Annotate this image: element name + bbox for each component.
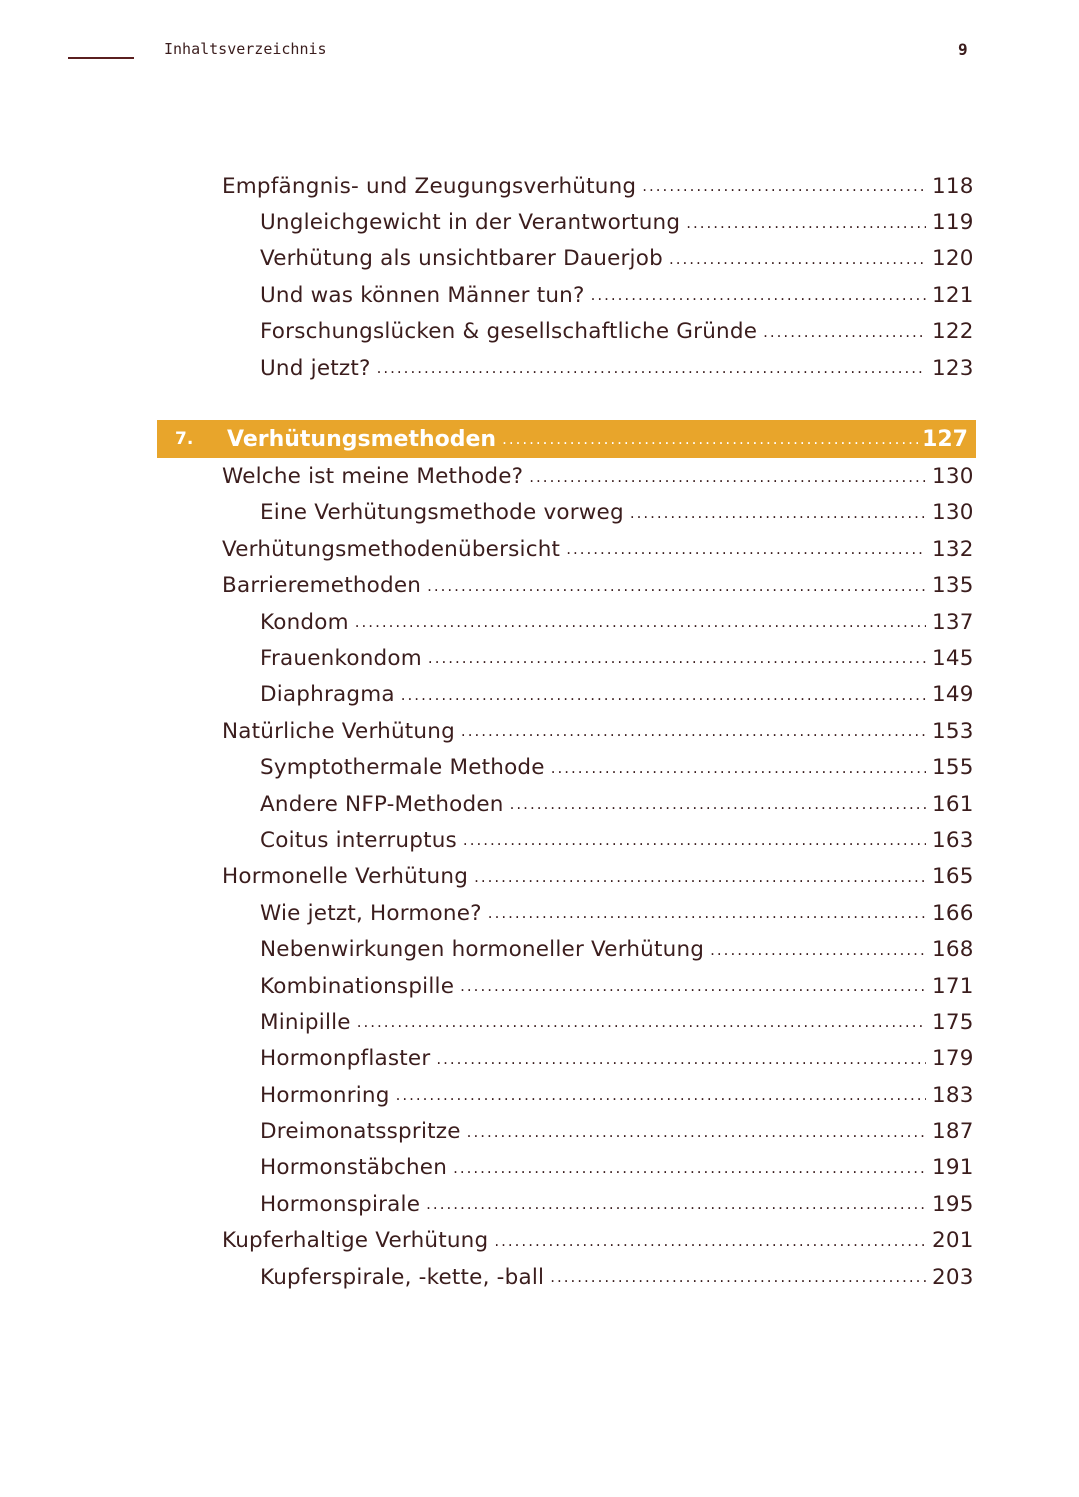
toc-entry[interactable] bbox=[0, 568, 974, 604]
leader-dots bbox=[642, 177, 926, 195]
toc-entry[interactable] bbox=[0, 677, 974, 713]
toc-entry[interactable] bbox=[0, 241, 974, 277]
toc-entry[interactable] bbox=[0, 931, 974, 967]
toc-entry-label: Dreimonatsspritze bbox=[260, 1119, 461, 1145]
leader-dots bbox=[566, 540, 926, 558]
toc-entry-page: 120 bbox=[932, 246, 974, 272]
leader-dots bbox=[453, 1159, 926, 1177]
toc-entry[interactable] bbox=[0, 822, 974, 858]
toc-entry-label: Minipille bbox=[260, 1009, 351, 1035]
leader-dots bbox=[436, 1050, 926, 1068]
toc-entry-page: 132 bbox=[932, 536, 974, 562]
toc-entry-label: Hormonelle Verhütung bbox=[222, 864, 469, 890]
leader-dots bbox=[686, 214, 926, 232]
leader-dots bbox=[460, 977, 926, 995]
toc-entry[interactable] bbox=[0, 1077, 974, 1113]
toc-entry-label: Welche ist meine Methode? bbox=[222, 464, 524, 490]
leader-dots bbox=[474, 868, 926, 886]
toc-entry[interactable] bbox=[0, 1113, 974, 1149]
toc-entry-page: 191 bbox=[932, 1155, 974, 1181]
toc-entry-label: Ungleichgewicht in der Verantwortung bbox=[260, 210, 681, 236]
toc-entry-page: 163 bbox=[932, 827, 974, 853]
running-header-title: Inhaltsverzeichnis bbox=[164, 40, 327, 58]
toc-entry-label: Hormonring bbox=[260, 1082, 390, 1108]
toc-section-before bbox=[0, 168, 1079, 386]
toc-entry-label: Forschungslücken & gesellschaftliche Gründe bbox=[260, 319, 758, 345]
toc-entry-label: Nebenwirkungen hormoneller Verhütung bbox=[260, 937, 705, 963]
toc-entry-label: Diaphragma bbox=[260, 682, 395, 708]
page-number: 9 bbox=[958, 40, 968, 59]
leader-dots bbox=[502, 430, 918, 448]
toc-entry[interactable] bbox=[0, 859, 974, 895]
toc-entry-label: Und was können Männer tun? bbox=[260, 282, 585, 308]
leader-dots bbox=[357, 1013, 926, 1031]
toc-entry-label: Verhütungsmethodenübersicht bbox=[222, 536, 561, 562]
toc-entry-page: 121 bbox=[932, 282, 974, 308]
leader-dots bbox=[550, 1268, 926, 1286]
toc-entry-page: 203 bbox=[932, 1264, 974, 1290]
leader-dots bbox=[461, 722, 926, 740]
toc-entry-label: Verhütung als unsichtbarer Dauerjob bbox=[260, 246, 663, 272]
header-rule bbox=[68, 57, 134, 59]
toc-entry[interactable] bbox=[0, 531, 974, 567]
toc-entry-page: 145 bbox=[932, 645, 974, 671]
toc-entry-label: Kondom bbox=[260, 609, 349, 635]
toc-entry-page: 149 bbox=[932, 682, 974, 708]
toc-entry-label: Eine Verhütungsmethode vorweg bbox=[260, 500, 624, 526]
toc-entry-label: Barrieremethoden bbox=[222, 573, 422, 599]
toc-entry-page: 183 bbox=[932, 1082, 974, 1108]
toc-entry[interactable] bbox=[0, 168, 974, 204]
toc-entry-page: 195 bbox=[932, 1191, 974, 1217]
leader-dots bbox=[510, 795, 926, 813]
toc-entry[interactable] bbox=[0, 640, 974, 676]
toc-entry-page: 123 bbox=[932, 355, 974, 381]
toc-entry-label: Kupferhaltige Verhütung bbox=[222, 1228, 489, 1254]
table-of-contents bbox=[0, 168, 1079, 1295]
toc-entry[interactable] bbox=[0, 968, 974, 1004]
toc-entry-label: Wie jetzt, Hormone? bbox=[260, 900, 482, 926]
toc-section-after bbox=[0, 458, 1079, 1295]
toc-entry[interactable] bbox=[0, 749, 974, 785]
leader-dots bbox=[763, 323, 926, 341]
toc-entry[interactable] bbox=[0, 1004, 974, 1040]
toc-entry[interactable] bbox=[0, 1150, 974, 1186]
toc-entry-page: 153 bbox=[932, 718, 974, 744]
toc-entry-page: 155 bbox=[932, 755, 974, 781]
toc-entry-label: Hormonpflaster bbox=[260, 1046, 431, 1072]
toc-entry[interactable] bbox=[0, 1186, 974, 1222]
toc-entry[interactable] bbox=[0, 604, 974, 640]
leader-dots bbox=[710, 941, 926, 959]
toc-entry-label: Coitus interruptus bbox=[260, 827, 457, 853]
toc-entry[interactable] bbox=[0, 895, 974, 931]
toc-entry-page: 122 bbox=[932, 319, 974, 345]
leader-dots bbox=[396, 1086, 926, 1104]
leader-dots bbox=[428, 649, 926, 667]
toc-entry-page: 119 bbox=[932, 210, 974, 236]
leader-dots bbox=[494, 1232, 926, 1250]
chapter-page: 127 bbox=[922, 426, 968, 452]
toc-entry-page: 161 bbox=[932, 791, 974, 817]
toc-entry[interactable] bbox=[0, 1223, 974, 1259]
toc-entry-page: 201 bbox=[932, 1228, 974, 1254]
toc-entry[interactable] bbox=[0, 1041, 974, 1077]
toc-entry-label: Und jetzt? bbox=[260, 355, 371, 381]
toc-entry-label: Symptothermale Methode bbox=[260, 755, 545, 781]
toc-entry[interactable] bbox=[0, 277, 974, 313]
toc-entry-page: 165 bbox=[932, 864, 974, 890]
leader-dots bbox=[488, 904, 926, 922]
toc-entry[interactable] bbox=[0, 713, 974, 749]
chapter-number: 7. bbox=[175, 429, 194, 450]
toc-entry-page: 137 bbox=[932, 609, 974, 635]
toc-entry-label: Empfängnis- und Zeugungsverhütung bbox=[222, 173, 637, 199]
leader-dots bbox=[669, 250, 926, 268]
toc-entry-page: 175 bbox=[932, 1009, 974, 1035]
toc-entry[interactable] bbox=[0, 1259, 974, 1295]
toc-entry[interactable] bbox=[0, 314, 974, 350]
toc-entry-page: 135 bbox=[932, 573, 974, 599]
leader-dots bbox=[630, 504, 926, 522]
toc-entry[interactable] bbox=[0, 204, 974, 240]
toc-entry-page: 171 bbox=[932, 973, 974, 999]
toc-entry-page: 130 bbox=[932, 464, 974, 490]
toc-entry-label: Natürliche Verhütung bbox=[222, 718, 455, 744]
toc-entry-label: Hormonstäbchen bbox=[260, 1155, 448, 1181]
toc-entry-label: Hormonspirale bbox=[260, 1191, 421, 1217]
leader-dots bbox=[401, 686, 926, 704]
leader-dots bbox=[377, 359, 926, 377]
toc-entry-page: 187 bbox=[932, 1119, 974, 1145]
leader-dots bbox=[355, 613, 926, 631]
toc-entry[interactable] bbox=[0, 350, 974, 386]
toc-entry-page: 166 bbox=[932, 900, 974, 926]
toc-entry-label: Kupferspirale, -kette, -ball bbox=[260, 1264, 545, 1290]
leader-dots bbox=[467, 1123, 926, 1141]
toc-entry-page: 130 bbox=[932, 500, 974, 526]
toc-entry-label: Frauenkondom bbox=[260, 645, 422, 671]
chapter-title: Verhütungsmethoden bbox=[227, 426, 497, 452]
toc-entry[interactable] bbox=[0, 786, 974, 822]
toc-entry-page: 179 bbox=[932, 1046, 974, 1072]
leader-dots bbox=[529, 468, 926, 486]
leader-dots bbox=[463, 831, 926, 849]
toc-entry-page: 118 bbox=[932, 173, 974, 199]
toc-entry[interactable] bbox=[0, 495, 974, 531]
toc-entry[interactable] bbox=[0, 458, 974, 494]
leader-dots bbox=[426, 1195, 926, 1213]
chapter-heading[interactable] bbox=[157, 420, 976, 458]
toc-entry-page: 168 bbox=[932, 937, 974, 963]
toc-entry-label: Andere NFP-Methoden bbox=[260, 791, 504, 817]
leader-dots bbox=[551, 759, 926, 777]
toc-entry-label: Kombinationspille bbox=[260, 973, 455, 999]
leader-dots bbox=[427, 577, 926, 595]
leader-dots bbox=[591, 286, 926, 304]
